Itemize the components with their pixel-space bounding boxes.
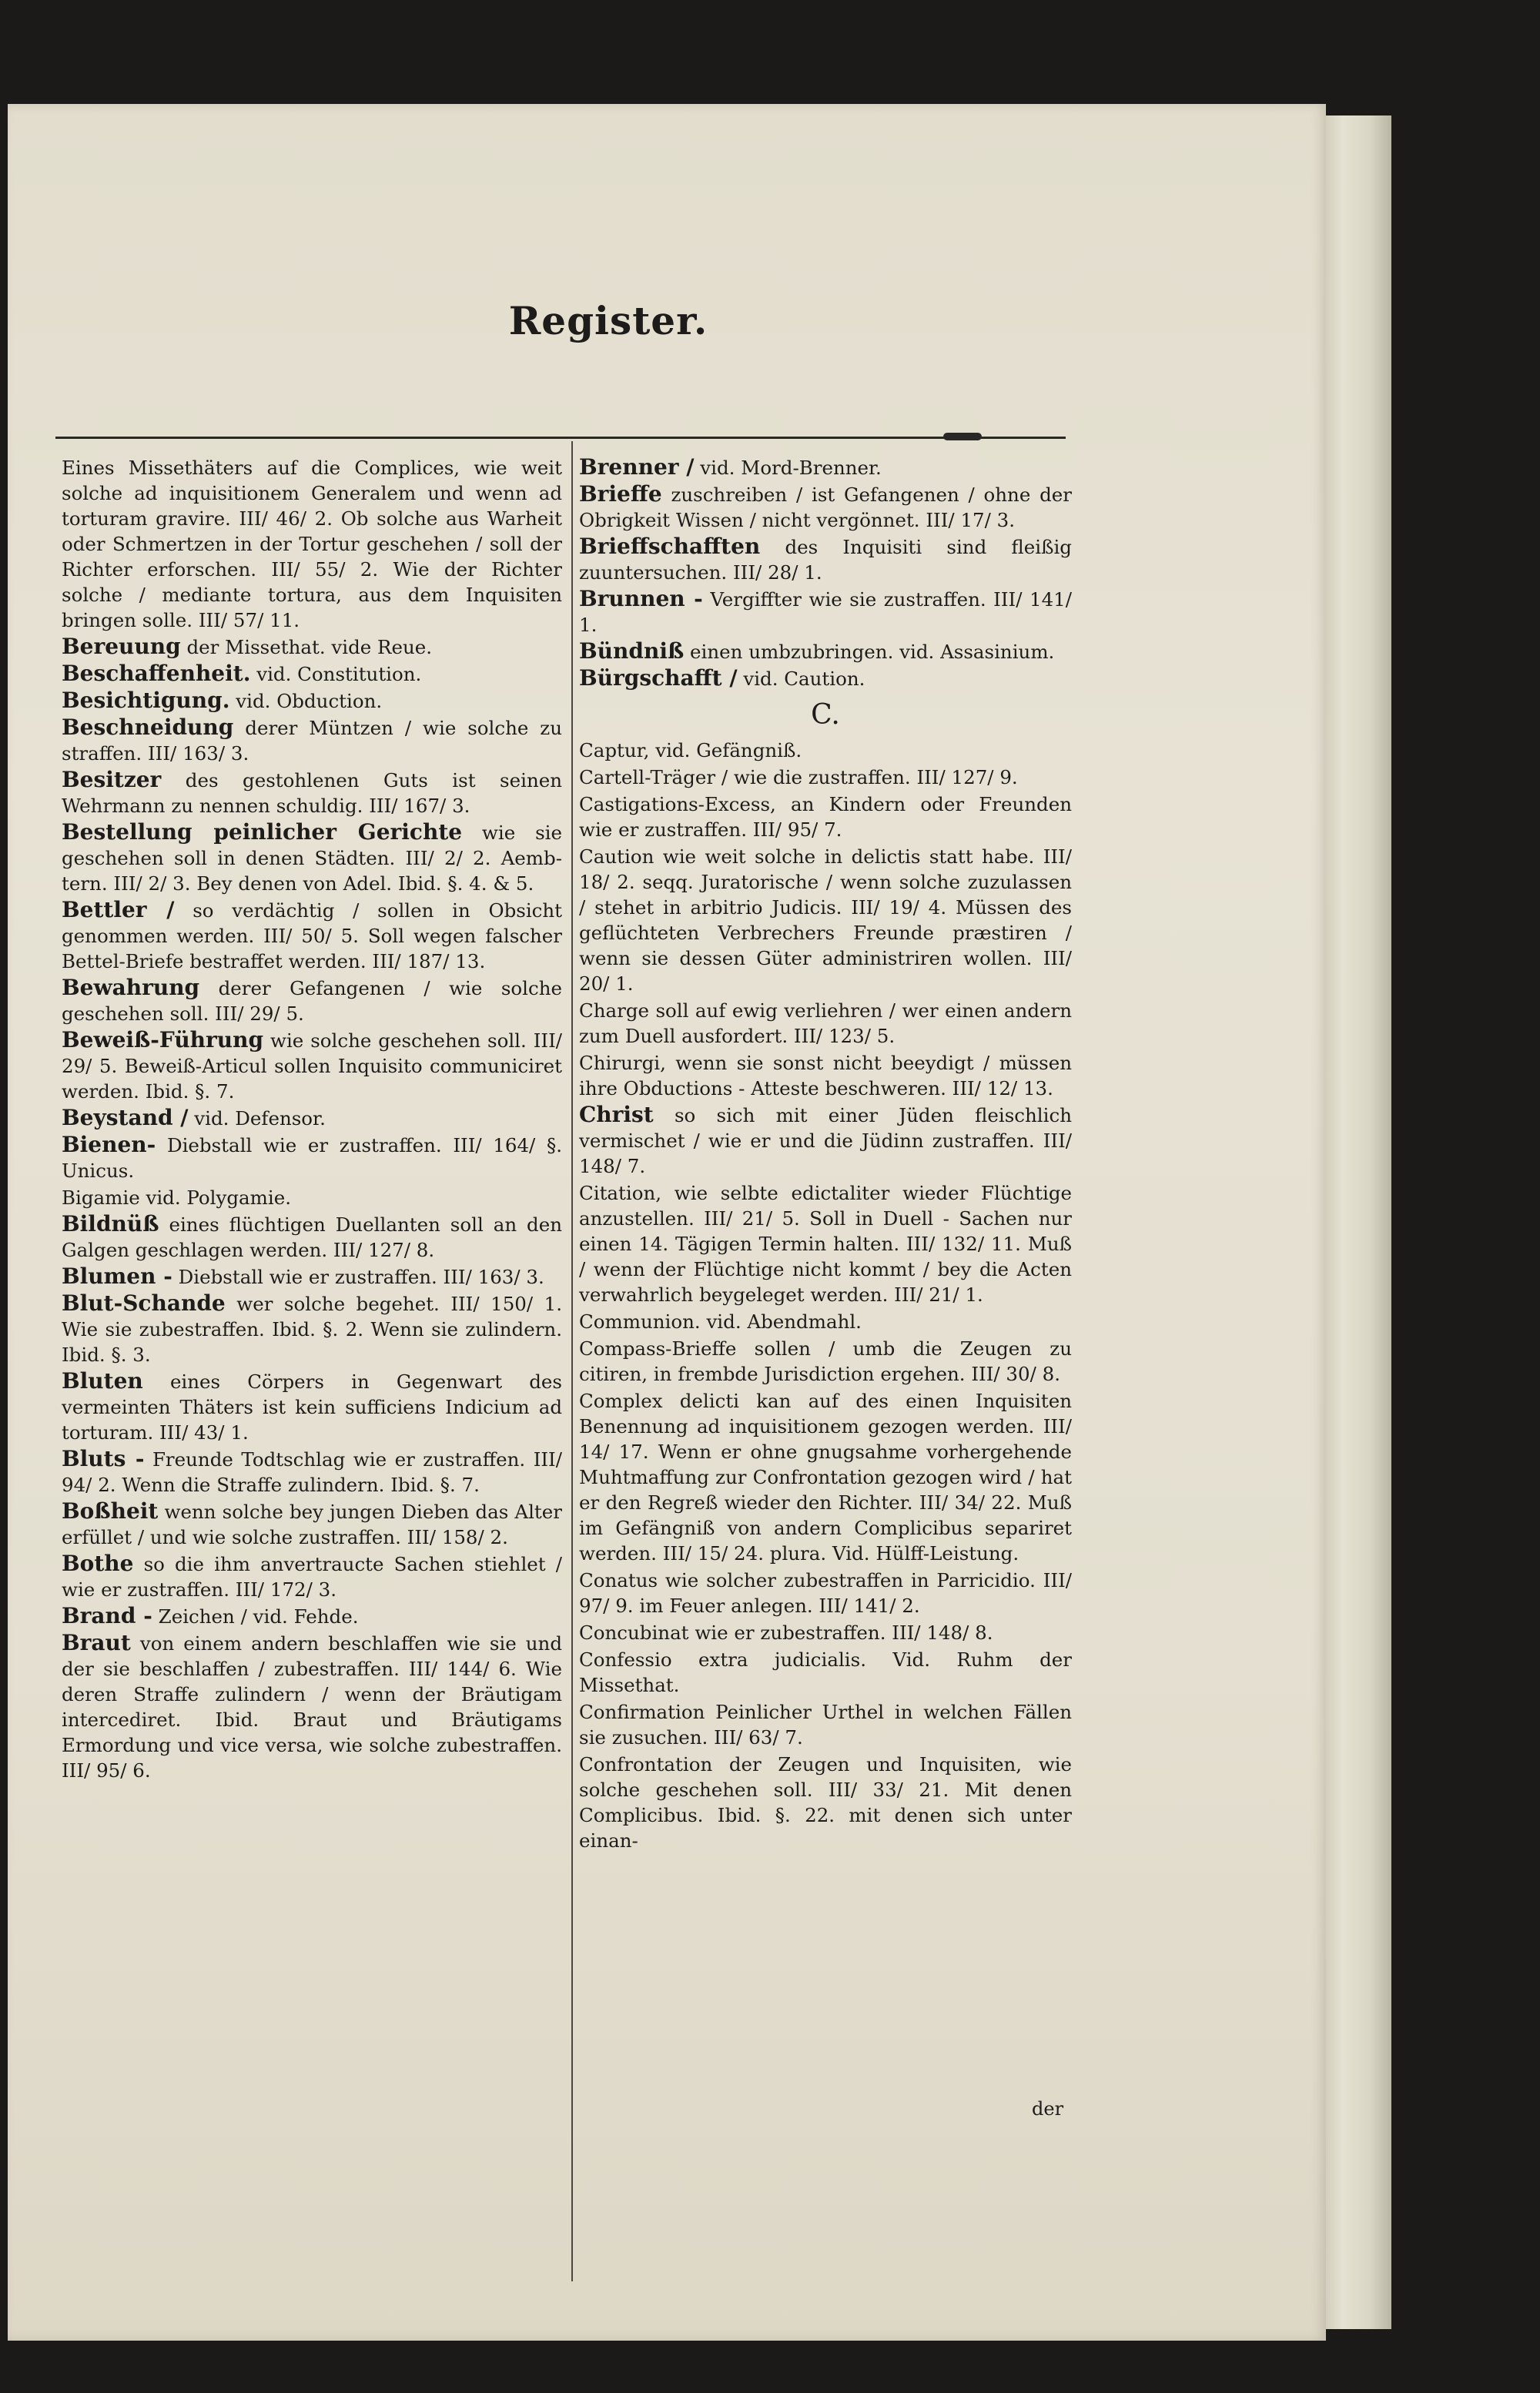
register-entry — [579, 1751, 1072, 1853]
register-entry — [579, 1699, 1072, 1750]
entry-text: Castigations-Excess, an Kindern oder Freunden wie er zustraffen. III/ 95/ 7. — [579, 793, 1072, 841]
register-entry — [62, 634, 562, 660]
entry-text: Confrontation der Zeugen und Inquisiten, wie solche geschehen soll. III/ 33/ 21. Mit denen Complicibus. Ibid. §. 22. mit denen sich unter einan- — [579, 1753, 1072, 1852]
entry-text: vid. Caution. — [743, 668, 865, 690]
entry-headword: Beweiß-Führung — [62, 1027, 264, 1053]
entry-text: Eines Missethäters auf die Complices, wie weit solche ad inquisitionem Generalem und wenn ad torturam gravire. III/ 46/ 2. Ob solche aus Warheit oder Schmertzen in der Tortur geschehen / soll der Richter erforschen. III/ 55/ 2. Wie der Richter solche / mediante tortura, aus dem Inquisiten bringen solle. III/ 57/ 11. — [62, 457, 562, 631]
entry-text: Complex delicti kan auf des einen Inquisiten Benennung ad inquisitionem gezogen werden. III/ 14/ 17. Wenn er ohne gnugsahme vorhergehende Muhtmaffung zur Confrontation gezogen wird / hat er den Regreß wieder den Richter. III/ 34/ 22. Muß im Gefängniß von andern Complicibus separiret werden. III/ 15/ 24. plura. Vid. Hülff-Leistung. — [579, 1390, 1072, 1565]
entry-text: Cartell-Träger / wie die zustraffen. III/ 127/ 9. — [579, 766, 1018, 788]
entry-text: wie solche geschehen soll. III/ 29/ 5. Beweiß-Articul sollen Inquisito communiciret werden. Ibid. §. 7. — [62, 1029, 562, 1103]
register-entry — [579, 997, 1072, 1049]
entry-headword: Bothe — [62, 1551, 134, 1576]
entry-headword: Blut-Schande — [62, 1290, 226, 1316]
register-entry — [62, 1551, 562, 1602]
page-title: Register. — [508, 298, 708, 343]
entry-headword: Besichtigung. — [62, 688, 230, 713]
entry-headword: Blumen - — [62, 1263, 172, 1289]
register-entry — [62, 688, 562, 714]
register-entry — [62, 1263, 562, 1290]
entry-headword: Bürgschafft / — [579, 665, 738, 691]
book-page — [8, 104, 1326, 2341]
entry-text: des gestohlenen Guts ist seinen Wehrmann zu nennen schuldig. III/ 167/ 3. — [62, 769, 562, 817]
register-entry — [579, 1619, 1072, 1645]
entry-text: Vergiffter wie sie zustraffen. III/ 141/ 1. — [579, 588, 1072, 636]
register-entry — [62, 1184, 562, 1210]
entry-text: Confirmation Peinlicher Urthel in welchen Fällen sie zusuchen. III/ 63/ 7. — [579, 1701, 1072, 1749]
facing-page-edge — [1321, 115, 1391, 2329]
register-entry — [62, 1368, 562, 1445]
entry-text: Confessio extra judicialis. Vid. Ruhm der Missethat. — [579, 1648, 1072, 1696]
entry-text: vid. Mord-Brenner. — [700, 457, 882, 479]
register-entry — [62, 819, 562, 896]
register-entry — [579, 665, 1072, 691]
register-entry — [62, 1498, 562, 1550]
entry-text: Zeichen / vid. Fehde. — [158, 1605, 359, 1628]
register-entry — [62, 1027, 562, 1104]
register-entry — [62, 1105, 562, 1131]
entry-headword: Brieffe — [579, 481, 662, 507]
entry-text: so die ihm anvertraucte Sachen stiehlet / wie er zustraffen. III/ 172/ 3. — [62, 1553, 562, 1601]
entry-text: derer Gefangenen / wie solche geschehen soll. III/ 29/ 5. — [62, 977, 562, 1025]
entry-text: wer solche begehet. III/ 150/ 1. Wie sie zubestraffen. Ibid. §. 2. Wenn sie zulindern. Ibid. §. 3. — [62, 1293, 562, 1366]
entry-text: einen umbzubringen. vid. Assasinium. — [690, 641, 1055, 663]
entry-text: Charge soll auf ewig verliehren / wer einen andern zum Duell ausfordert. III/ 123/ 5. — [579, 999, 1072, 1047]
entry-text: der Missethat. vide Reue. — [186, 636, 433, 658]
entry-headword: Beschaffenheit. — [62, 661, 251, 686]
entry-headword: Bluts - — [62, 1446, 145, 1471]
register-entry — [579, 1180, 1072, 1307]
register-entry — [579, 481, 1072, 533]
entry-headword: Bluten — [62, 1368, 143, 1394]
entry-text: Diebstall wie er zustraffen. III/ 164/ §. Unicus. — [62, 1134, 562, 1182]
entry-text: wie sie geschehen soll in denen Städten. III/ 2/ 2. Aemb- tern. III/ 2/ 3. Bey denen von Adel. Ibid. §. 4. & 5. — [62, 822, 562, 895]
entry-text: Chirurgi, wenn sie sonst nicht beeydigt / müssen ihre Obductions - Atteste beschweren. III/ 12/ 13. — [579, 1052, 1072, 1099]
header-rule — [55, 437, 1066, 439]
entry-headword: Bündniß — [579, 638, 685, 664]
entry-headword: Bestellung peinlicher Gerichte — [62, 819, 463, 845]
register-entry — [579, 454, 1072, 480]
entry-headword: Boßheit — [62, 1498, 159, 1524]
register-entry — [579, 1049, 1072, 1101]
register-entry — [579, 791, 1072, 842]
catchword: der — [1032, 2098, 1064, 2120]
entry-text: eines flüchtigen Duellanten soll an den Galgen geschlagen werden. III/ 127/ 8. — [62, 1213, 562, 1261]
entry-headword: Braut — [62, 1630, 131, 1655]
entry-text: derer Müntzen / wie solche zu straffen. III/ 163/ 3. — [62, 717, 562, 765]
entry-headword: Bereuung — [62, 634, 181, 659]
register-entry — [579, 764, 1072, 790]
register-entry — [579, 1567, 1072, 1618]
entry-text: Bigamie vid. Polygamie. — [62, 1186, 291, 1209]
entry-text: eines Cörpers in Gegenwart des vermeinten Thäters ist kein sufficiens Indicium ad torturam. III/ 43/ 1. — [62, 1371, 562, 1444]
column-divider — [571, 441, 573, 2281]
entry-headword: Beystand / — [62, 1105, 189, 1130]
entry-headword: Brenner / — [579, 454, 695, 480]
register-entry — [579, 534, 1072, 585]
entry-text: vid. Constitution. — [256, 663, 422, 685]
register-entry — [62, 1603, 562, 1629]
register-entry — [62, 1630, 562, 1783]
register-entry — [62, 897, 562, 974]
right-column — [579, 454, 1072, 1854]
entry-text: Caution wie weit solche in delictis statt habe. III/ 18/ 2. seqq. Juratorische / wenn solche zuzulassen / stehet in arbitrio Judicis. III/ 19/ 4. Müssen des geflüchteten Verbrechers Freunde præstiren / wenn sie dessen Güter administriren wollen. III/ 20/ 1. — [579, 845, 1072, 995]
register-entry — [579, 1335, 1072, 1387]
register-entry — [579, 586, 1072, 638]
register-entry — [62, 454, 562, 633]
entry-text: Concubinat wie er zubestraffen. III/ 148/ 8. — [579, 1622, 993, 1644]
register-entry — [579, 1387, 1072, 1566]
register-entry — [62, 975, 562, 1026]
register-entry — [579, 1646, 1072, 1698]
entry-headword: Bettler / — [62, 897, 175, 922]
entry-text: Conatus wie solcher zubestraffen in Parricidio. III/ 97/ 9. im Feuer anlegen. III/ 141/ 2. — [579, 1569, 1072, 1617]
header-rule-ornament — [943, 433, 982, 440]
entry-text: Captur, vid. Gefängniß. — [579, 739, 802, 761]
entry-text: Citation, wie selbte edictaliter wieder Flüchtige anzustellen. III/ 21/ 5. Soll in Duell - Sachen nur einen 14. Tägigen Termin halten. III/ 132/ 11. Muß / wenn der Flüchtige nicht kommt / bey die Acten verwahrlich beygeleget werden. III/ 21/ 1. — [579, 1182, 1072, 1306]
entry-headword: Bildnüß — [62, 1211, 159, 1237]
register-entry — [579, 1102, 1072, 1179]
entry-text: vid. Defensor. — [194, 1107, 326, 1130]
entry-text: so verdächtig / sollen in Obsicht genommen werden. III/ 50/ 5. Soll wegen falscher Bettel-Briefe bestraffet werden. III/ 187/ 13. — [62, 899, 563, 972]
entry-headword: Bienen- — [62, 1132, 156, 1157]
entry-text: zuschreiben / ist Gefangenen / ohne der Obrigkeit Wissen / nicht vergönnet. III/ 17/ 3. — [579, 484, 1072, 531]
entry-text: Compass-Brieffe sollen / umb die Zeugen zu citiren, in frembde Jurisdiction ergehen. III/ 30/ 8. — [579, 1337, 1072, 1385]
register-entry — [62, 1290, 562, 1367]
register-entry — [62, 715, 562, 766]
entry-headword: Brieffschafften — [579, 534, 761, 559]
entry-headword: Besitzer — [62, 767, 162, 792]
entry-text: wenn solche bey jungen Dieben das Alter erfüllet / und wie solche zustraffen. III/ 158/ 2. — [62, 1501, 562, 1548]
entry-text: vid. Obduction. — [236, 690, 383, 712]
register-entry — [62, 767, 562, 818]
register-entry — [62, 1132, 562, 1183]
entry-text: Freunde Todtschlag wie er zustraffen. III/ 94/ 2. Wenn die Straffe zulindern. Ibid. §. 7. — [62, 1448, 562, 1496]
register-entry — [579, 843, 1072, 996]
register-entry — [62, 1446, 562, 1498]
section-letter: C. — [811, 699, 840, 731]
left-column — [62, 454, 562, 1784]
register-entry — [62, 661, 562, 687]
entry-headword: Bewahrung — [62, 975, 200, 1000]
entry-text: so sich mit einer Jüden fleischlich vermischet / wie er und die Jüdinn zustraffen. III/ 148/ 7. — [579, 1104, 1072, 1177]
register-entry — [579, 638, 1072, 664]
entry-text: des Inquisiti sind fleißig zuuntersuchen. III/ 28/ 1. — [579, 536, 1072, 584]
entry-text: Communion. vid. Abendmahl. — [579, 1310, 862, 1333]
entry-headword: Brand - — [62, 1603, 152, 1628]
register-entry — [579, 737, 1072, 763]
entry-headword: Beschneidung — [62, 715, 234, 740]
entry-text: von einem andern beschlaffen wie sie und der sie beschlaffen / zubestraffen. III/ 144/ 6. Wie deren Straffe zulindern / wenn der Bräutigam intercediret. Ibid. Braut und Bräutigams Ermordung und vice versa, wie solche zubestraffen. III/ 95/ 6. — [62, 1632, 562, 1782]
entry-headword: Christ — [579, 1102, 654, 1127]
entry-headword: Brunnen - — [579, 586, 703, 611]
register-entry — [62, 1211, 562, 1263]
register-entry — [579, 1308, 1072, 1334]
entry-text: Diebstall wie er zustraffen. III/ 163/ 3. — [178, 1266, 544, 1288]
